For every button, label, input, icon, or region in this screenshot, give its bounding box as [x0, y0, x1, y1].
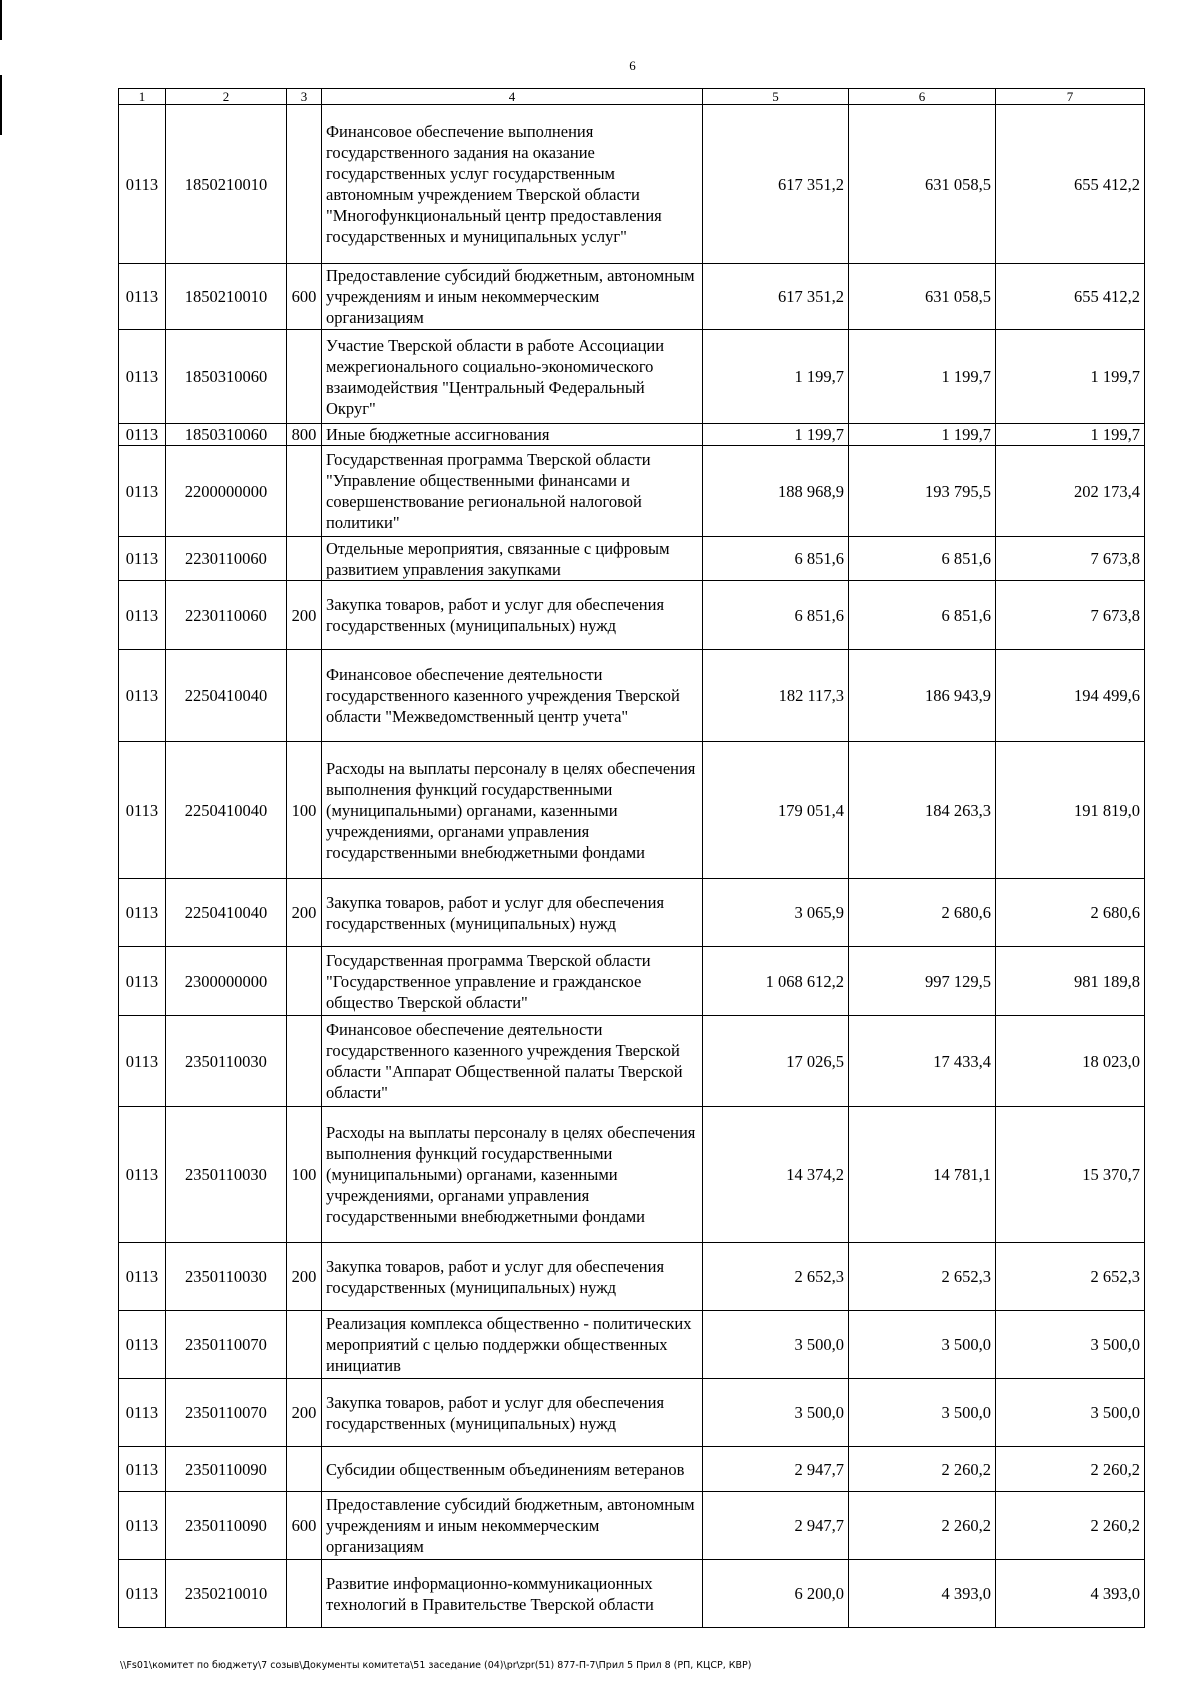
section-code-cell: 0113: [119, 1107, 166, 1243]
section-code-cell: 0113: [119, 105, 166, 264]
amount-cell-1: 2 947,7: [703, 1447, 849, 1492]
target-code-cell: 2230110060: [166, 581, 287, 650]
amount-cell-3: 202 173,4: [996, 446, 1145, 537]
table-row: [119, 1311, 1145, 1379]
item-name-cell: Закупка товаров, работ и услуг для обеспечения государственных (муниципальных) нужд: [322, 1243, 703, 1311]
amount-cell-2: 631 058,5: [849, 105, 996, 264]
amount-cell-2: 2 680,6: [849, 879, 996, 947]
target-code-cell: 2350110070: [166, 1311, 287, 1379]
item-name-cell: Участие Тверской области в работе Ассоциации межрегионального социально-экономического взаимодействия "Центральный Федеральный Округ": [322, 330, 703, 424]
section-code-cell: 0113: [119, 424, 166, 446]
expense-type-cell: [287, 1447, 322, 1492]
table-row: [119, 1560, 1145, 1628]
expense-type-cell: [287, 947, 322, 1016]
expense-type-cell: 200: [287, 581, 322, 650]
section-code-cell: 0113: [119, 879, 166, 947]
table-row: [119, 1492, 1145, 1560]
amount-cell-1: 1 068 612,2: [703, 947, 849, 1016]
amount-cell-1: 188 968,9: [703, 446, 849, 537]
item-name-cell: Закупка товаров, работ и услуг для обеспечения государственных (муниципальных) нужд: [322, 879, 703, 947]
amount-cell-1: 182 117,3: [703, 650, 849, 742]
section-code-cell: 0113: [119, 1492, 166, 1560]
section-code-cell: 0113: [119, 1016, 166, 1107]
target-code-cell: 2350110090: [166, 1492, 287, 1560]
expense-type-cell: 200: [287, 1243, 322, 1311]
amount-cell-1: 3 500,0: [703, 1311, 849, 1379]
expense-type-cell: [287, 537, 322, 581]
amount-cell-3: 2 260,2: [996, 1492, 1145, 1560]
amount-cell-3: 4 393,0: [996, 1560, 1145, 1628]
amount-cell-1: 3 065,9: [703, 879, 849, 947]
amount-cell-2: 1 199,7: [849, 330, 996, 424]
expense-type-cell: 100: [287, 742, 322, 879]
expense-type-cell: [287, 1311, 322, 1379]
amount-cell-1: 2 652,3: [703, 1243, 849, 1311]
amount-cell-2: 2 260,2: [849, 1447, 996, 1492]
amount-cell-3: 2 680,6: [996, 879, 1145, 947]
amount-cell-3: 2 260,2: [996, 1447, 1145, 1492]
item-name-cell: Предоставление субсидий бюджетным, автономным учреждениям и иным некоммерческим организациям: [322, 264, 703, 330]
file-path-footer: \\Fs01\комитет по бюджету\7 созыв\Документы комитета\51 заседание (04)\pr\zpr(51) 877-П-7\Прил 5 Прил 8 (РП, КЦСР, КВР): [120, 1660, 752, 1671]
table-row: [119, 879, 1145, 947]
expense-type-cell: [287, 105, 322, 264]
section-code-cell: 0113: [119, 742, 166, 879]
table-row: [119, 1243, 1145, 1311]
amount-cell-2: 184 263,3: [849, 742, 996, 879]
amount-cell-2: 3 500,0: [849, 1379, 996, 1447]
target-code-cell: 2350110030: [166, 1243, 287, 1311]
amount-cell-1: 14 374,2: [703, 1107, 849, 1243]
header-cell: 1: [119, 89, 166, 105]
expense-type-cell: 600: [287, 1492, 322, 1560]
amount-cell-2: 997 129,5: [849, 947, 996, 1016]
amount-cell-3: 3 500,0: [996, 1311, 1145, 1379]
expense-type-cell: [287, 650, 322, 742]
section-code-cell: 0113: [119, 1560, 166, 1628]
target-code-cell: 1850310060: [166, 424, 287, 446]
expense-type-cell: [287, 330, 322, 424]
target-code-cell: 2250410040: [166, 879, 287, 947]
item-name-cell: Закупка товаров, работ и услуг для обеспечения государственных (муниципальных) нужд: [322, 1379, 703, 1447]
section-code-cell: 0113: [119, 650, 166, 742]
item-name-cell: Реализация комплекса общественно - политических мероприятий с целью поддержки общественных инициатив: [322, 1311, 703, 1379]
item-name-cell: Расходы на выплаты персоналу в целях обеспечения выполнения функций государственными (муниципальными) органами, казенными учреждениями, органами управления государственными внебюджетными фондами: [322, 742, 703, 879]
page-number: 6: [629, 58, 636, 73]
amount-cell-3: 191 819,0: [996, 742, 1145, 879]
item-name-cell: Отдельные мероприятия, связанные с цифровым развитием управления закупками: [322, 537, 703, 581]
header-cell: 7: [996, 89, 1145, 105]
amount-cell-2: 3 500,0: [849, 1311, 996, 1379]
amount-cell-2: 2 260,2: [849, 1492, 996, 1560]
item-name-cell: Государственная программа Тверской области "Управление общественными финансами и совершенствование региональной налоговой политики": [322, 446, 703, 537]
scan-edge-mark: [0, 0, 2, 40]
header-cell: 4: [322, 89, 703, 105]
amount-cell-3: 194 499,6: [996, 650, 1145, 742]
target-code-cell: 2200000000: [166, 446, 287, 537]
item-name-cell: Субсидии общественным объединениям ветеранов: [322, 1447, 703, 1492]
target-code-cell: 1850310060: [166, 330, 287, 424]
item-name-cell: Финансовое обеспечение деятельности государственного казенного учреждения Тверской области "Межведомственный центр учета": [322, 650, 703, 742]
item-name-cell: Расходы на выплаты персоналу в целях обеспечения выполнения функций государственными (муниципальными) органами, казенными учреждениями, органами управления государственными внебюджетными фондами: [322, 1107, 703, 1243]
amount-cell-1: 2 947,7: [703, 1492, 849, 1560]
table-row: [119, 742, 1145, 879]
section-code-cell: 0113: [119, 1379, 166, 1447]
amount-cell-1: 1 199,7: [703, 330, 849, 424]
amount-cell-1: 1 199,7: [703, 424, 849, 446]
expense-type-cell: [287, 446, 322, 537]
expense-type-cell: 200: [287, 1379, 322, 1447]
amount-cell-2: 193 795,5: [849, 446, 996, 537]
section-code-cell: 0113: [119, 581, 166, 650]
amount-cell-3: 3 500,0: [996, 1379, 1145, 1447]
target-code-cell: 2350210010: [166, 1560, 287, 1628]
target-code-cell: 2250410040: [166, 742, 287, 879]
header-row: [119, 89, 1145, 105]
amount-cell-3: 15 370,7: [996, 1107, 1145, 1243]
table-row: [119, 650, 1145, 742]
amount-cell-3: 981 189,8: [996, 947, 1145, 1016]
header-cell: 6: [849, 89, 996, 105]
table-row: [119, 1016, 1145, 1107]
target-code-cell: 2350110030: [166, 1107, 287, 1243]
amount-cell-1: 179 051,4: [703, 742, 849, 879]
section-code-cell: 0113: [119, 1243, 166, 1311]
target-code-cell: 2250410040: [166, 650, 287, 742]
expense-type-cell: 600: [287, 264, 322, 330]
target-code-cell: 2350110070: [166, 1379, 287, 1447]
target-code-cell: 1850210010: [166, 264, 287, 330]
amount-cell-3: 655 412,2: [996, 264, 1145, 330]
item-name-cell: Иные бюджетные ассигнования: [322, 424, 703, 446]
header-cell: 2: [166, 89, 287, 105]
amount-cell-1: 17 026,5: [703, 1016, 849, 1107]
target-code-cell: 2230110060: [166, 537, 287, 581]
section-code-cell: 0113: [119, 264, 166, 330]
amount-cell-3: 1 199,7: [996, 330, 1145, 424]
amount-cell-3: 18 023,0: [996, 1016, 1145, 1107]
section-code-cell: 0113: [119, 446, 166, 537]
target-code-cell: 2350110090: [166, 1447, 287, 1492]
header-cell: 5: [703, 89, 849, 105]
table-row: [119, 446, 1145, 537]
section-code-cell: 0113: [119, 947, 166, 1016]
amount-cell-1: 3 500,0: [703, 1379, 849, 1447]
amount-cell-2: 186 943,9: [849, 650, 996, 742]
target-code-cell: 2300000000: [166, 947, 287, 1016]
target-code-cell: 2350110030: [166, 1016, 287, 1107]
amount-cell-1: 617 351,2: [703, 105, 849, 264]
expense-type-cell: 100: [287, 1107, 322, 1243]
table-row: [119, 537, 1145, 581]
budget-table: [118, 88, 1145, 1628]
section-code-cell: 0113: [119, 1311, 166, 1379]
table-body: [119, 105, 1145, 1628]
amount-cell-2: 6 851,6: [849, 537, 996, 581]
amount-cell-2: 631 058,5: [849, 264, 996, 330]
amount-cell-3: 7 673,8: [996, 537, 1145, 581]
amount-cell-3: 655 412,2: [996, 105, 1145, 264]
amount-cell-2: 1 199,7: [849, 424, 996, 446]
amount-cell-2: 6 851,6: [849, 581, 996, 650]
scan-edge-mark: [0, 75, 2, 135]
table-row: [119, 105, 1145, 264]
target-code-cell: 1850210010: [166, 105, 287, 264]
amount-cell-1: 617 351,2: [703, 264, 849, 330]
table-row: [119, 264, 1145, 330]
expense-type-cell: [287, 1016, 322, 1107]
amount-cell-2: 17 433,4: [849, 1016, 996, 1107]
table-row: [119, 947, 1145, 1016]
item-name-cell: Закупка товаров, работ и услуг для обеспечения государственных (муниципальных) нужд: [322, 581, 703, 650]
expense-type-cell: 800: [287, 424, 322, 446]
expense-type-cell: [287, 1560, 322, 1628]
item-name-cell: Финансовое обеспечение деятельности государственного казенного учреждения Тверской области "Аппарат Общественной палаты Тверской области": [322, 1016, 703, 1107]
amount-cell-2: 14 781,1: [849, 1107, 996, 1243]
table-row: [119, 330, 1145, 424]
amount-cell-2: 4 393,0: [849, 1560, 996, 1628]
section-code-cell: 0113: [119, 537, 166, 581]
amount-cell-2: 2 652,3: [849, 1243, 996, 1311]
header-cell: 3: [287, 89, 322, 105]
item-name-cell: Государственная программа Тверской области "Государственное управление и гражданское общество Тверской области": [322, 947, 703, 1016]
amount-cell-3: 2 652,3: [996, 1243, 1145, 1311]
expense-type-cell: 200: [287, 879, 322, 947]
amount-cell-3: 1 199,7: [996, 424, 1145, 446]
table-row: [119, 1107, 1145, 1243]
amount-cell-1: 6 200,0: [703, 1560, 849, 1628]
table-row: [119, 1447, 1145, 1492]
item-name-cell: Развитие информационно-коммуникационных технологий в Правительстве Тверской области: [322, 1560, 703, 1628]
amount-cell-3: 7 673,8: [996, 581, 1145, 650]
item-name-cell: Финансовое обеспечение выполнения государственного задания на оказание государственных услуг государственным автономным учреждением Тверской области "Многофункциональный центр предоставления государственных и муниципальных услуг": [322, 105, 703, 264]
section-code-cell: 0113: [119, 1447, 166, 1492]
table-row: [119, 424, 1145, 446]
item-name-cell: Предоставление субсидий бюджетным, автономным учреждениям и иным некоммерческим организациям: [322, 1492, 703, 1560]
section-code-cell: 0113: [119, 330, 166, 424]
amount-cell-1: 6 851,6: [703, 581, 849, 650]
amount-cell-1: 6 851,6: [703, 537, 849, 581]
table-row: [119, 1379, 1145, 1447]
table-row: [119, 581, 1145, 650]
